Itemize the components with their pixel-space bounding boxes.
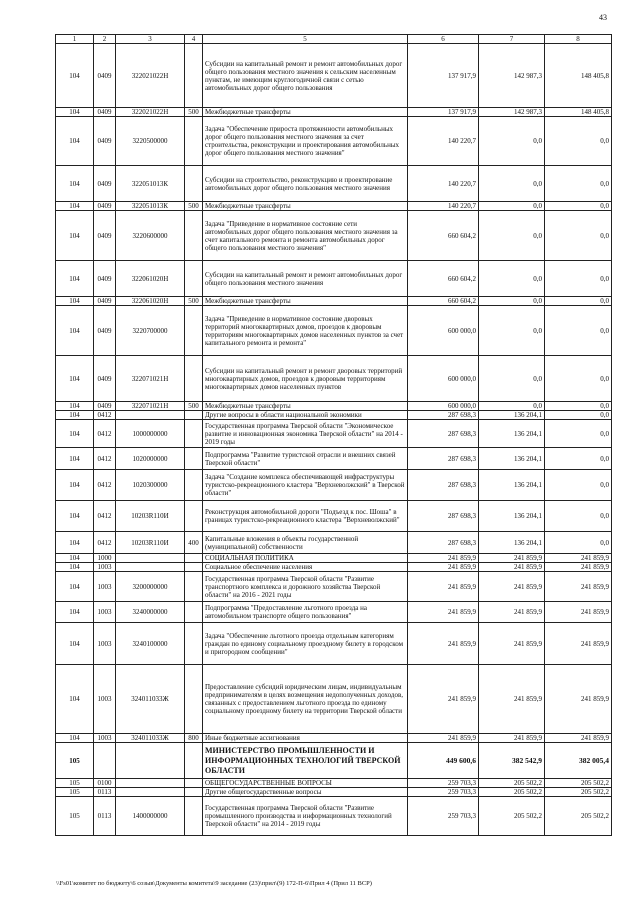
- table-row: [56, 501, 612, 532]
- cell-section-code: 0409: [94, 356, 116, 402]
- header-cell: 4: [185, 35, 203, 44]
- cell-description: Государственная программа Тверской области "Экономическое развитие и инновационная экономика Тверской области" на 2014 - 2019 годы: [203, 420, 408, 448]
- cell-admin-code: 104: [56, 356, 94, 402]
- cell-amount-2: 136 204,1: [479, 411, 545, 420]
- cell-amount-1: 241 859,9: [408, 665, 479, 734]
- cell-section-code: 1003: [94, 623, 116, 665]
- cell-amount-1: 287 698,3: [408, 411, 479, 420]
- cell-amount-1: 241 859,9: [408, 734, 479, 743]
- cell-expense-type: [185, 501, 203, 532]
- cell-expense-type: [185, 261, 203, 297]
- cell-description: МИНИСТЕРСТВО ПРОМЫШЛЕННОСТИ И ИНФОРМАЦИОННЫХ ТЕХНОЛОГИЙ ТВЕРСКОЙ ОБЛАСТИ: [203, 743, 408, 779]
- cell-amount-2: 136 204,1: [479, 501, 545, 532]
- cell-amount-1: 241 859,9: [408, 554, 479, 563]
- cell-admin-code: 105: [56, 779, 94, 788]
- cell-amount-1: 449 600,6: [408, 743, 479, 779]
- table-row: [56, 211, 612, 261]
- cell-target-code: 322071021Н: [116, 402, 185, 411]
- table-row: [56, 166, 612, 202]
- cell-amount-1: 259 703,3: [408, 779, 479, 788]
- table-row: [56, 554, 612, 563]
- cell-amount-3: 0,0: [545, 532, 612, 554]
- cell-amount-1: 287 698,3: [408, 501, 479, 532]
- cell-section-code: 0409: [94, 44, 116, 108]
- cell-amount-2: 382 542,9: [479, 743, 545, 779]
- cell-section-code: 1003: [94, 602, 116, 623]
- cell-amount-3: 0,0: [545, 448, 612, 470]
- cell-amount-3: 241 859,9: [545, 572, 612, 602]
- cell-description: Иные бюджетные ассигнования: [203, 734, 408, 743]
- cell-target-code: [116, 563, 185, 572]
- cell-description: Межбюджетные трансферты: [203, 297, 408, 306]
- cell-section-code: 0409: [94, 402, 116, 411]
- page-number: 43: [599, 13, 607, 22]
- cell-description: Реконструкция автомобильной дороги "Подъезд к пос. Шоша" в границах туристско-рекреационного кластера "Верхневолжский": [203, 501, 408, 532]
- cell-description: Задача "Создание комплекса обеспечивающей инфраструктуры туристско-рекреационного кластера "Верхневолжский" в Тверской области": [203, 470, 408, 501]
- cell-amount-1: 241 859,9: [408, 602, 479, 623]
- cell-admin-code: 104: [56, 402, 94, 411]
- table-row: [56, 788, 612, 797]
- table-row: [56, 779, 612, 788]
- cell-target-code: 1020300000: [116, 470, 185, 501]
- cell-expense-type: [185, 356, 203, 402]
- table-row: [56, 602, 612, 623]
- cell-expense-type: [185, 602, 203, 623]
- cell-expense-type: [185, 779, 203, 788]
- cell-section-code: 0409: [94, 202, 116, 211]
- cell-section-code: 0412: [94, 411, 116, 420]
- cell-admin-code: 104: [56, 420, 94, 448]
- header-cell: 5: [203, 35, 408, 44]
- cell-admin-code: 104: [56, 470, 94, 501]
- cell-target-code: [116, 779, 185, 788]
- cell-admin-code: 104: [56, 211, 94, 261]
- cell-description: Задача "Обеспечение льготного проезда отдельным категориям граждан по единому социальному проездному билету в городском и пригородном сообщении": [203, 623, 408, 665]
- cell-amount-1: 140 220,7: [408, 202, 479, 211]
- cell-expense-type: [185, 470, 203, 501]
- cell-description: Задача "Приведение в нормативное состояние дворовых территорий многоквартирных домов, проездов к дворовым территориям многоквартирных домов населенных пунктов за счет капитального ремонта и ремонта": [203, 306, 408, 356]
- table-row: [56, 411, 612, 420]
- cell-amount-1: 241 859,9: [408, 623, 479, 665]
- cell-expense-type: [185, 448, 203, 470]
- cell-description: Государственная программа Тверской области "Развитие промышленного производства и информационных технологий Тверской области" на 2014 - 2019 годы: [203, 797, 408, 836]
- file-path-footer: \\Fs01\комитет по бюджету\6 созыв\Документы комитета\9 заседание (23)\прил\(9) 172-П-6\Прил 4 (Прил 11 ВСР): [56, 880, 372, 887]
- cell-expense-type: [185, 306, 203, 356]
- cell-target-code: 3220700000: [116, 306, 185, 356]
- cell-target-code: 322071021Н: [116, 356, 185, 402]
- table-row: [56, 306, 612, 356]
- cell-amount-3: 0,0: [545, 411, 612, 420]
- cell-target-code: 3240000000: [116, 602, 185, 623]
- cell-section-code: [94, 743, 116, 779]
- cell-admin-code: 104: [56, 202, 94, 211]
- cell-section-code: 1000: [94, 554, 116, 563]
- cell-admin-code: 104: [56, 261, 94, 297]
- cell-section-code: 0409: [94, 117, 116, 166]
- cell-amount-1: 600 000,0: [408, 402, 479, 411]
- cell-target-code: 322051013К: [116, 166, 185, 202]
- cell-target-code: 1000000000: [116, 420, 185, 448]
- cell-admin-code: 104: [56, 44, 94, 108]
- table-row: [56, 470, 612, 501]
- cell-amount-1: 137 917,9: [408, 108, 479, 117]
- cell-expense-type: 400: [185, 532, 203, 554]
- cell-expense-type: [185, 563, 203, 572]
- cell-expense-type: [185, 743, 203, 779]
- cell-description: Задача "Обеспечение прироста протяженности автомобильных дорог общего пользования местного значения за счет строительства, реконструкции и проектирования автомобильных дорог общего пользования местного значения": [203, 117, 408, 166]
- cell-target-code: 324011033Ж: [116, 665, 185, 734]
- table-row: [56, 743, 612, 779]
- cell-amount-2: 142 987,3: [479, 108, 545, 117]
- cell-description: Подпрограмма "Предоставление льготного проезда на автомобильном транспорте общего пользования": [203, 602, 408, 623]
- cell-expense-type: [185, 554, 203, 563]
- cell-expense-type: [185, 623, 203, 665]
- cell-amount-2: 136 204,1: [479, 448, 545, 470]
- cell-amount-1: 600 000,0: [408, 356, 479, 402]
- cell-expense-type: 500: [185, 202, 203, 211]
- table-row: [56, 44, 612, 108]
- cell-amount-2: 136 204,1: [479, 420, 545, 448]
- cell-amount-3: 205 502,2: [545, 788, 612, 797]
- cell-expense-type: 500: [185, 402, 203, 411]
- cell-amount-2: 142 987,3: [479, 44, 545, 108]
- cell-admin-code: 104: [56, 297, 94, 306]
- cell-amount-1: 137 917,9: [408, 44, 479, 108]
- cell-amount-3: 148 405,8: [545, 108, 612, 117]
- cell-amount-1: 287 698,3: [408, 448, 479, 470]
- table-row: [56, 532, 612, 554]
- cell-section-code: 0409: [94, 108, 116, 117]
- table-row: [56, 402, 612, 411]
- table-row: [56, 665, 612, 734]
- cell-amount-2: 241 859,9: [479, 623, 545, 665]
- cell-expense-type: [185, 44, 203, 108]
- cell-target-code: 3240100000: [116, 623, 185, 665]
- cell-amount-2: 0,0: [479, 297, 545, 306]
- cell-target-code: 10203R110И: [116, 501, 185, 532]
- cell-admin-code: 104: [56, 572, 94, 602]
- cell-admin-code: 104: [56, 108, 94, 117]
- cell-amount-3: 205 502,2: [545, 779, 612, 788]
- cell-target-code: 3220600000: [116, 211, 185, 261]
- cell-amount-1: 140 220,7: [408, 117, 479, 166]
- cell-amount-2: 0,0: [479, 261, 545, 297]
- cell-target-code: 322051013К: [116, 202, 185, 211]
- cell-section-code: 0409: [94, 261, 116, 297]
- cell-section-code: 1003: [94, 734, 116, 743]
- cell-amount-2: 241 859,9: [479, 554, 545, 563]
- cell-description: Субсидии на капитальный ремонт и ремонт автомобильных дорог общего пользования местного значения: [203, 261, 408, 297]
- cell-amount-3: 0,0: [545, 306, 612, 356]
- cell-expense-type: [185, 665, 203, 734]
- cell-amount-2: 0,0: [479, 356, 545, 402]
- cell-amount-3: 205 502,2: [545, 797, 612, 836]
- cell-amount-3: 148 405,8: [545, 44, 612, 108]
- budget-table: [55, 34, 612, 836]
- cell-amount-2: 0,0: [479, 402, 545, 411]
- cell-section-code: 1003: [94, 563, 116, 572]
- cell-amount-3: 241 859,9: [545, 734, 612, 743]
- cell-section-code: 0412: [94, 532, 116, 554]
- cell-description: Межбюджетные трансферты: [203, 402, 408, 411]
- cell-description: Задача "Приведение в нормативное состояние сети автомобильных дорог общего пользования местного значения за счет капитального ремонта и ремонта автомобильных дорог общего пользования местного значения": [203, 211, 408, 261]
- header-cell: 8: [545, 35, 612, 44]
- cell-amount-1: 600 000,0: [408, 306, 479, 356]
- cell-amount-3: 0,0: [545, 356, 612, 402]
- cell-target-code: 1400000000: [116, 797, 185, 836]
- table-row: [56, 797, 612, 836]
- cell-target-code: 322021022Н: [116, 44, 185, 108]
- cell-description: СОЦИАЛЬНАЯ ПОЛИТИКА: [203, 554, 408, 563]
- cell-target-code: 322061020Н: [116, 261, 185, 297]
- cell-description: Другие общегосударственные вопросы: [203, 788, 408, 797]
- cell-amount-2: 205 502,2: [479, 797, 545, 836]
- cell-admin-code: 104: [56, 532, 94, 554]
- cell-admin-code: 104: [56, 306, 94, 356]
- cell-section-code: 0409: [94, 297, 116, 306]
- table-header-row: [56, 35, 612, 44]
- cell-amount-1: 660 604,2: [408, 261, 479, 297]
- header-cell: 3: [116, 35, 185, 44]
- cell-admin-code: 104: [56, 554, 94, 563]
- cell-section-code: 1003: [94, 572, 116, 602]
- cell-admin-code: 105: [56, 743, 94, 779]
- cell-expense-type: 500: [185, 108, 203, 117]
- cell-amount-2: 136 204,1: [479, 532, 545, 554]
- cell-description: Межбюджетные трансферты: [203, 108, 408, 117]
- cell-target-code: 322021022Н: [116, 108, 185, 117]
- cell-amount-1: 660 604,2: [408, 297, 479, 306]
- cell-description: Другие вопросы в области национальной экономики: [203, 411, 408, 420]
- cell-admin-code: 104: [56, 734, 94, 743]
- cell-section-code: 0100: [94, 779, 116, 788]
- cell-section-code: 0412: [94, 470, 116, 501]
- table-row: [56, 563, 612, 572]
- cell-admin-code: 104: [56, 411, 94, 420]
- header-cell: 1: [56, 35, 94, 44]
- cell-target-code: [116, 743, 185, 779]
- cell-admin-code: 104: [56, 602, 94, 623]
- cell-section-code: 0412: [94, 420, 116, 448]
- cell-description: Предоставление субсидий юридическим лицам, индивидуальным предпринимателям в целях возмещения недополученных доходов, связанных с предоставлением льготного проезда по единому социальному проездному билету на территории Тверской области: [203, 665, 408, 734]
- cell-amount-1: 287 698,3: [408, 420, 479, 448]
- cell-description: Межбюджетные трансферты: [203, 202, 408, 211]
- cell-target-code: 1020000000: [116, 448, 185, 470]
- cell-admin-code: 104: [56, 665, 94, 734]
- cell-amount-3: 0,0: [545, 166, 612, 202]
- cell-target-code: 322061020Н: [116, 297, 185, 306]
- cell-expense-type: [185, 211, 203, 261]
- cell-target-code: [116, 788, 185, 797]
- cell-description: Капитальные вложения в объекты государственной (муниципальной) собственности: [203, 532, 408, 554]
- cell-amount-3: 241 859,9: [545, 563, 612, 572]
- cell-admin-code: 105: [56, 797, 94, 836]
- cell-expense-type: [185, 117, 203, 166]
- cell-description: Субсидии на капитальный ремонт и ремонт дворовых территорий многоквартирных домов, проездов к дворовым территориям многоквартирных домов населенных пунктов: [203, 356, 408, 402]
- cell-amount-3: 0,0: [545, 402, 612, 411]
- cell-amount-2: 0,0: [479, 166, 545, 202]
- table-row: [56, 117, 612, 166]
- cell-admin-code: 105: [56, 788, 94, 797]
- table-row: [56, 572, 612, 602]
- cell-amount-2: 241 859,9: [479, 572, 545, 602]
- cell-expense-type: [185, 420, 203, 448]
- cell-section-code: 0412: [94, 448, 116, 470]
- cell-admin-code: 104: [56, 448, 94, 470]
- cell-expense-type: [185, 572, 203, 602]
- cell-description: Социальное обеспечение населения: [203, 563, 408, 572]
- cell-expense-type: [185, 166, 203, 202]
- table-row: [56, 356, 612, 402]
- cell-amount-2: 241 859,9: [479, 734, 545, 743]
- cell-target-code: 3200000000: [116, 572, 185, 602]
- cell-expense-type: [185, 411, 203, 420]
- cell-amount-1: 287 698,3: [408, 532, 479, 554]
- cell-target-code: [116, 554, 185, 563]
- cell-amount-3: 0,0: [545, 261, 612, 297]
- cell-amount-2: 205 502,2: [479, 788, 545, 797]
- table-row: [56, 261, 612, 297]
- cell-description: ОБЩЕГОСУДАРСТВЕННЫЕ ВОПРОСЫ: [203, 779, 408, 788]
- cell-description: Субсидии на строительство, реконструкцию и проектирование автомобильных дорог общего пользования местного значения: [203, 166, 408, 202]
- cell-amount-2: 136 204,1: [479, 470, 545, 501]
- cell-amount-3: 382 005,4: [545, 743, 612, 779]
- cell-section-code: 0113: [94, 788, 116, 797]
- cell-amount-3: 241 859,9: [545, 623, 612, 665]
- cell-description: Государственная программа Тверской области "Развитие транспортного комплекса и дорожного хозяйства Тверской области" на 2016 - 2021 годы: [203, 572, 408, 602]
- cell-amount-3: 0,0: [545, 470, 612, 501]
- cell-amount-2: 205 502,2: [479, 779, 545, 788]
- cell-amount-2: 241 859,9: [479, 563, 545, 572]
- cell-amount-1: 259 703,3: [408, 788, 479, 797]
- cell-amount-2: 241 859,9: [479, 602, 545, 623]
- cell-amount-3: 0,0: [545, 420, 612, 448]
- cell-amount-2: 0,0: [479, 306, 545, 356]
- cell-admin-code: 104: [56, 166, 94, 202]
- cell-expense-type: 800: [185, 734, 203, 743]
- header-cell: 7: [479, 35, 545, 44]
- cell-amount-1: 259 703,3: [408, 797, 479, 836]
- cell-amount-3: 241 859,9: [545, 554, 612, 563]
- cell-amount-3: 241 859,9: [545, 665, 612, 734]
- cell-section-code: 0409: [94, 306, 116, 356]
- cell-admin-code: 104: [56, 501, 94, 532]
- table-row: [56, 734, 612, 743]
- table-row: [56, 448, 612, 470]
- cell-expense-type: [185, 788, 203, 797]
- cell-amount-1: 241 859,9: [408, 563, 479, 572]
- cell-target-code: 10203R110И: [116, 532, 185, 554]
- cell-expense-type: [185, 797, 203, 836]
- table-row: [56, 623, 612, 665]
- cell-target-code: 324011033Ж: [116, 734, 185, 743]
- cell-expense-type: 500: [185, 297, 203, 306]
- table-row: [56, 297, 612, 306]
- cell-target-code: [116, 411, 185, 420]
- cell-admin-code: 104: [56, 623, 94, 665]
- cell-section-code: 0412: [94, 501, 116, 532]
- cell-amount-3: 0,0: [545, 297, 612, 306]
- cell-amount-1: 660 604,2: [408, 211, 479, 261]
- cell-section-code: 1003: [94, 665, 116, 734]
- cell-amount-2: 0,0: [479, 202, 545, 211]
- cell-amount-1: 140 220,7: [408, 166, 479, 202]
- cell-amount-1: 287 698,3: [408, 470, 479, 501]
- cell-amount-2: 241 859,9: [479, 665, 545, 734]
- cell-section-code: 0113: [94, 797, 116, 836]
- cell-section-code: 0409: [94, 211, 116, 261]
- table-row: [56, 420, 612, 448]
- header-cell: 6: [408, 35, 479, 44]
- cell-admin-code: 104: [56, 117, 94, 166]
- header-cell: 2: [94, 35, 116, 44]
- cell-amount-3: 0,0: [545, 202, 612, 211]
- cell-amount-3: 241 859,9: [545, 602, 612, 623]
- table-row: [56, 202, 612, 211]
- cell-amount-1: 241 859,9: [408, 572, 479, 602]
- table-row: [56, 108, 612, 117]
- cell-amount-2: 0,0: [479, 211, 545, 261]
- cell-admin-code: 104: [56, 563, 94, 572]
- cell-description: Подпрограмма "Развитие туристской отрасли и внешних связей Тверской области": [203, 448, 408, 470]
- cell-amount-3: 0,0: [545, 117, 612, 166]
- cell-amount-3: 0,0: [545, 501, 612, 532]
- cell-section-code: 0409: [94, 166, 116, 202]
- cell-amount-2: 0,0: [479, 117, 545, 166]
- cell-description: Субсидии на капитальный ремонт и ремонт автомобильных дорог общего пользования местного значения к сельским населенным пунктам, не имеющим круглогодичной связи с сетью автомобильных дорог общего пользования: [203, 44, 408, 108]
- cell-target-code: 3220500000: [116, 117, 185, 166]
- cell-amount-3: 0,0: [545, 211, 612, 261]
